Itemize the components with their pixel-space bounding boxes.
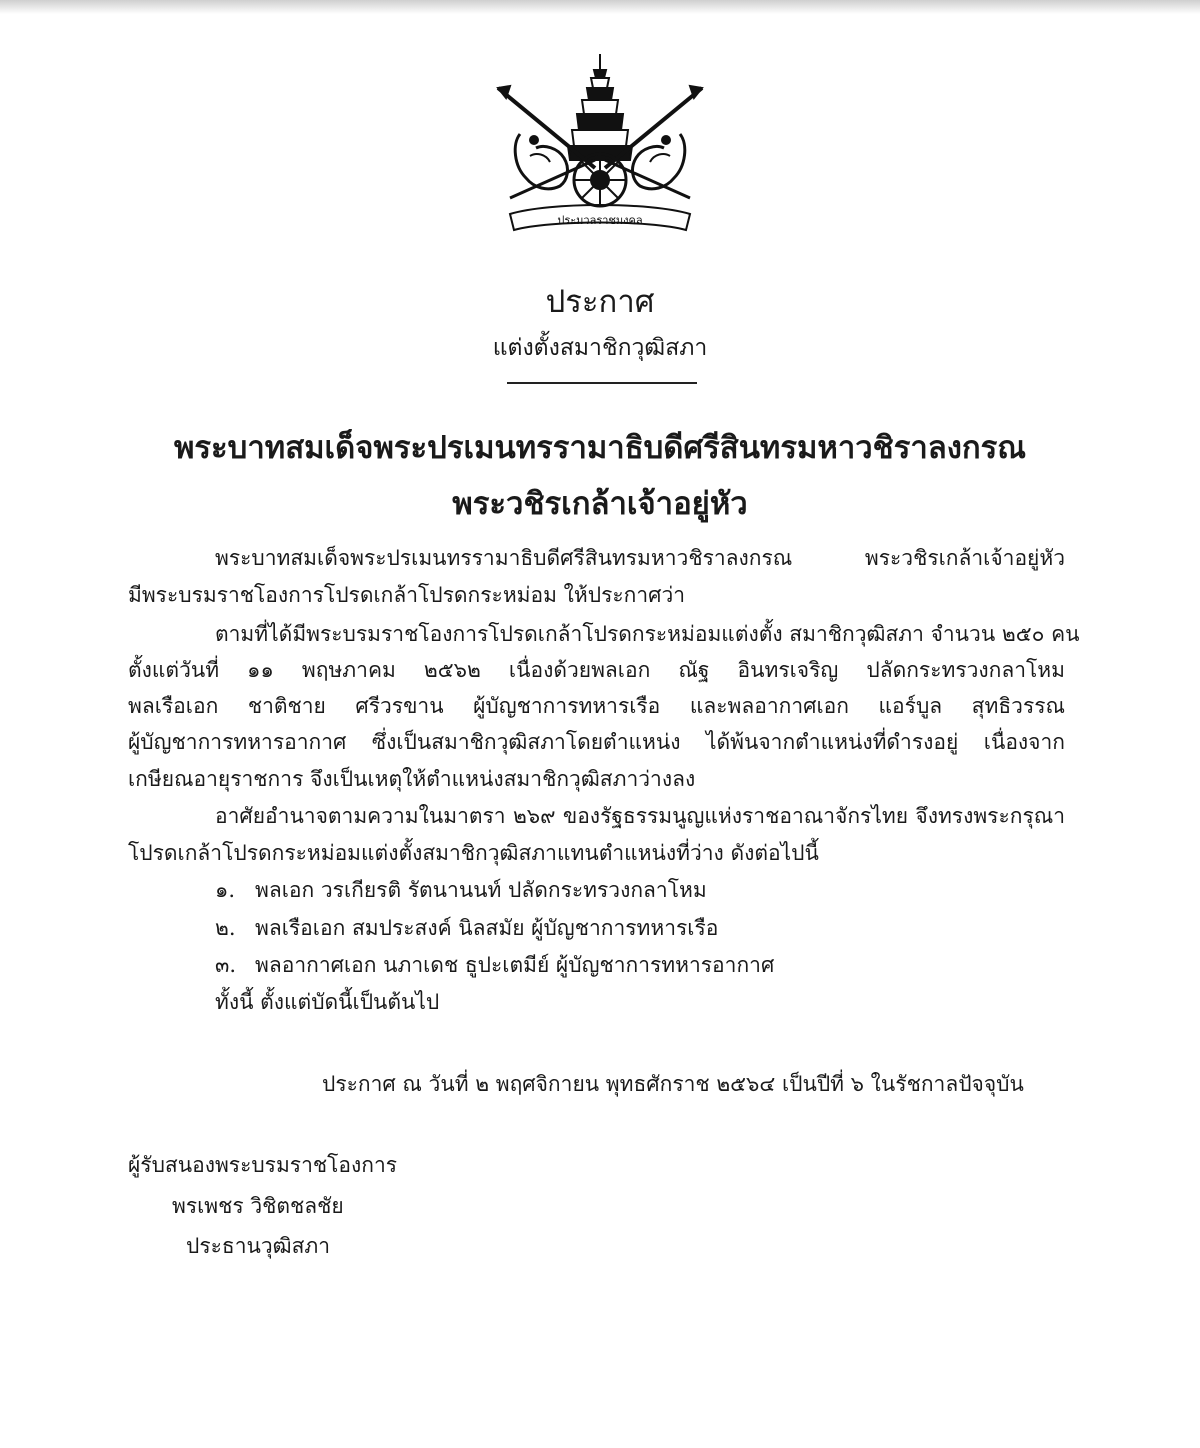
appointee-item: พลเรือเอก สมประสงค์ นิลสมัย ผู้บัญชาการทหารเรือ	[255, 916, 719, 940]
effective-statement: ทั้งนี้ ตั้งแต่บัดนี้เป็นต้นไป	[215, 990, 440, 1014]
title-divider	[507, 382, 697, 384]
appointee-number: ๓.	[215, 953, 237, 977]
announcement-title: ประกาศ	[545, 284, 655, 320]
paragraph-2-line-5: เกษียณอายุราชการ จึงเป็นเหตุให้ตำแหน่งสมาชิกวุฒิสภาว่างลง	[128, 767, 696, 791]
appointee-number: ๑.	[215, 878, 236, 902]
paragraph-1-line-2: มีพระบรมราชโองการโปรดเกล้าโปรดกระหม่อม ให้ประกาศว่า	[128, 583, 686, 607]
paragraph-1-line-1: พระบาทสมเด็จพระปรเมนทรรามาธิบดีศรีสินทรมหาวชิราลงกรณ พระวชิรเกล้าเจ้าอยู่หัว	[215, 546, 1065, 570]
appointee-item: พลเอก วรเกียรติ รัตนานนท์ ปลัดกระทรวงกลาโหม	[255, 878, 707, 902]
appointee-number: ๒.	[215, 916, 236, 940]
announcement-date: ประกาศ ณ วันที่ ๒ พฤศจิกายน พุทธศักราช ๒๕๖๔ เป็นปีที่ ๖ ในรัชกาลปัจจุบัน	[322, 1072, 1024, 1096]
countersigner-position: ประธานวุฒิสภา	[186, 1234, 331, 1258]
royal-title-line-1: พระบาทสมเด็จพระปรเมนทรรามาธิบดีศรีสินทรมหาวชิราลงกรณ	[173, 430, 1027, 466]
countersign-label: ผู้รับสนองพระบรมราชโองการ	[128, 1153, 398, 1177]
paragraph-2-line-4: ผู้บัญชาการทหารอากาศ ซึ่งเป็นสมาชิกวุฒิสภาโดยตำแหน่ง ได้พ้นจากตำแหน่งที่ดำรงอยู่ เนื่องจาก	[128, 730, 1065, 754]
paragraph-2-line-1: ตามที่ได้มีพระบรมราชโองการโปรดเกล้าโปรดกระหม่อมแต่งตั้ง สมาชิกวุฒิสภา จำนวน ๒๕๐ คน	[215, 622, 1080, 646]
paragraph-3-line-2: โปรดเกล้าโปรดกระหม่อมแต่งตั้งสมาชิกวุฒิสภาแทนตำแหน่งที่ว่าง ดังต่อไปนี้	[128, 841, 819, 865]
royal-emblem-icon	[490, 48, 710, 238]
emblem-ribbon-text: ประมวลราชมงคล	[557, 214, 643, 227]
paragraph-2-line-3: พลเรือเอก ชาติชาย ศรีวรขาน ผู้บัญชาการทหารเรือ และพลอากาศเอก แอร์บูล สุทธิวรรณ	[128, 694, 1065, 718]
paragraph-3-line-1: อาศัยอำนาจตามความในมาตรา ๒๖๙ ของรัฐธรรมนูญแห่งราชอาณาจักรไทย จึงทรงพระกรุณา	[215, 804, 1065, 828]
countersigner-name: พรเพชร วิชิตชลชัย	[172, 1194, 344, 1218]
page-top-shadow	[0, 0, 1200, 14]
announcement-subtitle: แต่งตั้งสมาชิกวุฒิสภา	[492, 335, 708, 361]
appointee-item: พลอากาศเอก นภาเดช ธูปะเตมีย์ ผู้บัญชาการทหารอากาศ	[255, 953, 775, 977]
royal-title-line-2: พระวชิรเกล้าเจ้าอยู่หัว	[452, 486, 748, 522]
paragraph-2-line-2: ตั้งแต่วันที่ ๑๑ พฤษภาคม ๒๕๖๒ เนื่องด้วยพลเอก ณัฐ อินทรเจริญ ปลัดกระทรวงกลาโหม	[128, 658, 1065, 682]
